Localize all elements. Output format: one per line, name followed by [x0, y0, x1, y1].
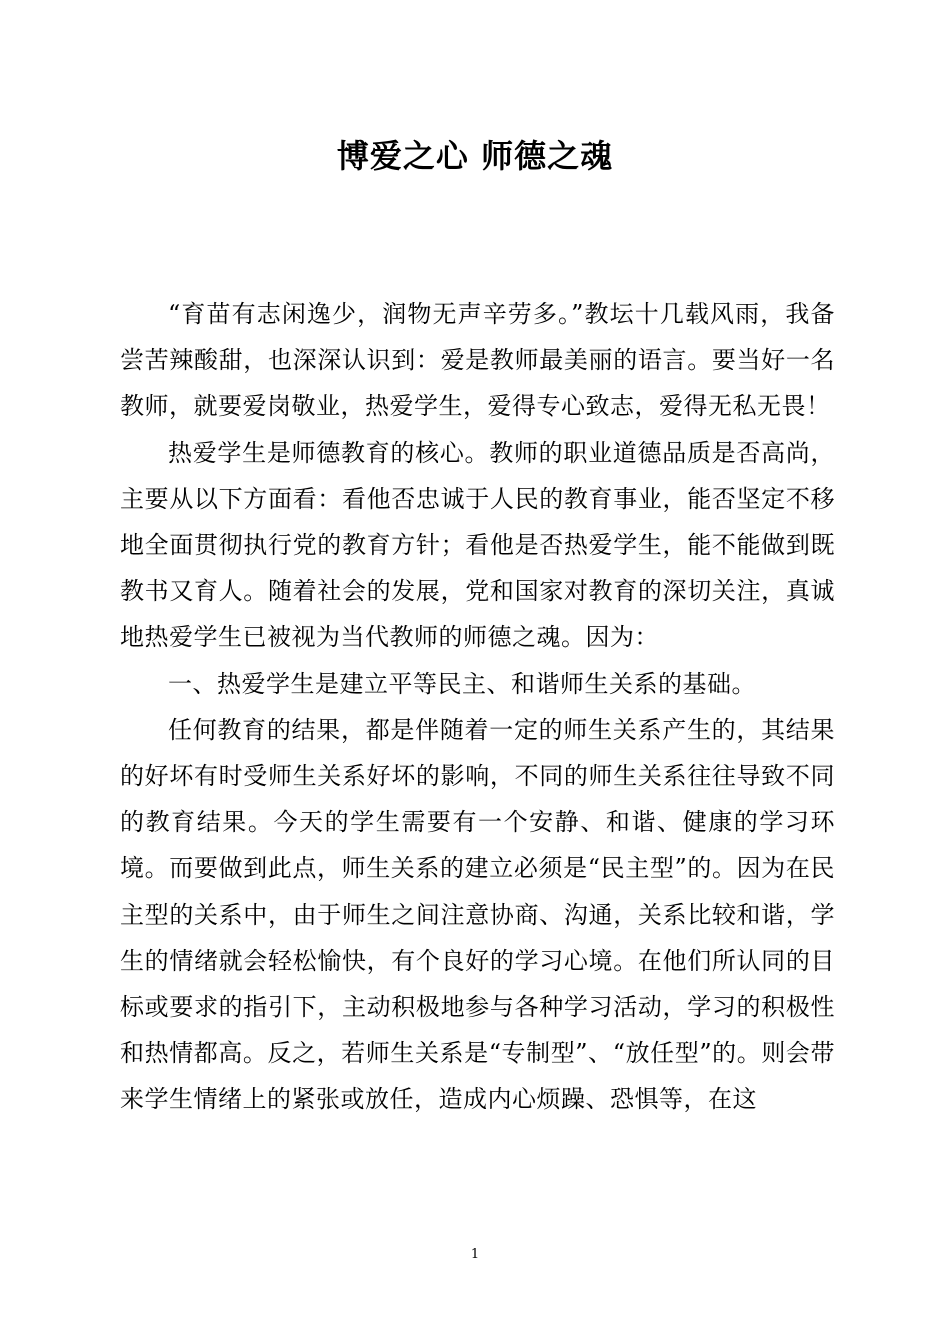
paragraph-intro: “育苗有志闲逸少，润物无声辛劳多。”教坛十几载风雨，我备尝苦辣酸甜，也深深认识到：爱是教师最美丽的语言。要当好一名教师，就要爱岗敬业，热爱学生，爱得专心致志，爱得无私无畏！	[120, 300, 835, 421]
document-title: 博爱之心 师德之魂	[336, 137, 614, 175]
page-number: 1	[470, 1247, 480, 1262]
paragraph-relationship: 任何教育的结果，都是伴随着一定的师生关系产生的，其结果的好坏有时受师生关系好坏的影响，不同的师生关系往往导致不同的教育结果。今天的学生需要有一个安静、和谐、健康的学习环境。而要做到此点，师生关系的建立必须是“民主型”的。因为在民主型的关系中，由于师生之间注意协商、沟通，关系比较和谐，学生的情绪就会轻松愉快，有个良好的学习心境。在他们所认同的目标或要求的指引下，主动积极地参与各种学习活动，学习的积极性和热情都高。反之，若师生关系是“专制型”、“放任型”的。则会带来学生情绪上的紧张或放任，造成内心烦躁、恐惧等，在这	[120, 715, 835, 1114]
paragraph-core: 热爱学生是师德教育的核心。教师的职业道德品质是否高尚，主要从以下方面看：看他否忠诚于人民的教育事业，能否坚定不移地全面贯彻执行党的教育方针；看他是否热爱学生，能不能做到既教书又育人。随着社会的发展，党和国家对教育的深切关注，真诚地热爱学生已被视为当代教师的师德之魂。因为：	[120, 438, 835, 652]
section-heading-1: 一、热爱学生是建立平等民主、和谐师生关系的基础。	[168, 669, 756, 698]
document-body	[120, 291, 835, 1123]
